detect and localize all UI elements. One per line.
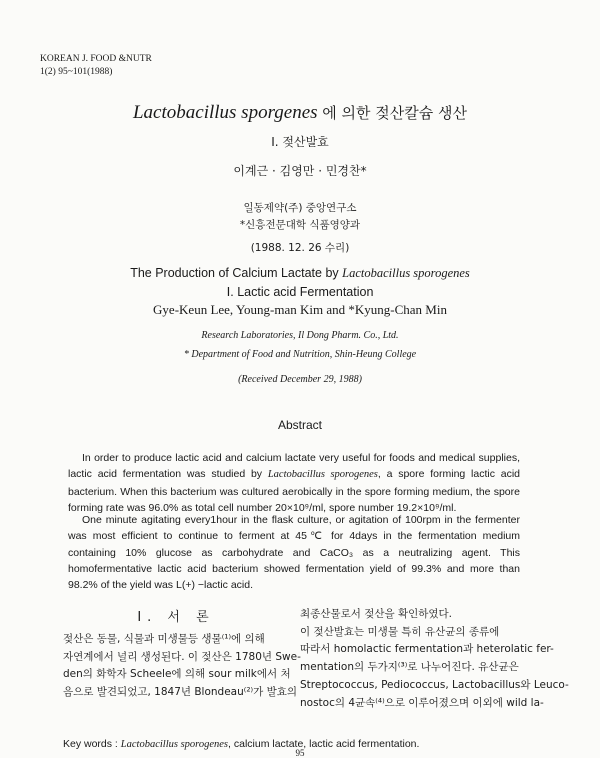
english-received-date: (Received December 29, 1988): [238, 374, 362, 385]
english-affiliation-2: * Department of Food and Nutrition, Shin-Heung College: [183, 349, 417, 360]
korean-subtitle: Ⅰ. 젖산발효: [271, 135, 329, 149]
journal-volume: 1(2) 95~101(1988): [40, 67, 113, 77]
left-column-line: 음으로 발견되었고, 1847년 Blondeau⁽²⁾가 발효의: [63, 686, 298, 699]
korean-title-latin: Lactobacillus sporgenes: [132, 102, 318, 123]
korean-title: [0, 102, 600, 124]
journal-name: KOREAN J. FOOD &NUTR: [40, 54, 152, 64]
english-subtitle: Ⅰ. Lactic acid Fermentation: [226, 285, 374, 299]
left-column-line: 젖산은 동물, 식물과 미생물등 생물⁽¹⁾에 의해: [63, 633, 265, 645]
korean-title-text: 에 의한 젖산칼슘 생산: [322, 104, 467, 122]
english-authors: Gye-Keun Lee, Young-man Kim and *Kyung-Chan Min: [153, 302, 447, 317]
keywords-italic: Lactobacillus sporogenes: [120, 739, 229, 750]
keywords-rest: , calcium lactate, lactic acid fermentation.: [228, 738, 420, 750]
abstract-p1-text-b: , a spore forming lactic acid bacterium. When this bacterium was cultured aerobically in the spore forming medium, the spore forming rate was 96.0% as total cell number 20×10⁹/ml, spore number 19.2×10⁹/ml.: [68, 468, 520, 514]
english-affiliation-1: Research Laboratories, Il Dong Pharm. Co., Ltd.: [201, 330, 399, 341]
abstract-p1-italic: Lactobacillus sporogenes: [267, 469, 378, 481]
section-heading-introduction: Ⅰ. 서 론: [137, 610, 215, 625]
left-column-line: den의 화학자 Scheele에 의해 sour milk에서 처: [63, 668, 291, 681]
abstract-p1-text-a: In order to produce lactic acid and calcium lactate very useful for foods and medical supplies, lactic acid fermentation was studied by: [68, 452, 520, 481]
english-title: [0, 266, 600, 281]
korean-affiliations: [0, 200, 600, 234]
right-column-line: nostoc의 4균속⁽⁴⁾으로 이루어졌으며 이외에 wild la-: [300, 696, 544, 709]
page-number: 95: [295, 748, 305, 758]
abstract-heading: Abstract: [277, 418, 322, 432]
body-left-column: [63, 631, 301, 702]
right-column-line: 따라서 homolactic fermentation과 heterolatic fer-: [300, 643, 554, 656]
english-title-italic: Lactobacillus sporogenes: [342, 266, 470, 280]
journal-citation: [40, 53, 152, 79]
right-column-line: mentation의 두가지⁽³⁾로 나누어진다. 유산균은: [300, 661, 519, 674]
korean-received-date: (1988. 12. 26 수리): [250, 242, 350, 254]
keywords-label: Key words :: [63, 738, 121, 750]
left-column-line: 자연계에서 널리 생성된다. 이 젖산은 1780년 Swe-: [63, 650, 301, 663]
english-title-prefix: The Production of Calcium Lactate by: [130, 266, 343, 280]
right-column-line: 이 젖산발효는 미생물 특히 유산균의 종류에: [300, 625, 500, 638]
korean-authors: 이계근 · 김영만 · 민경찬*: [233, 164, 367, 178]
body-right-column: [300, 606, 569, 712]
korean-affiliation-1: 일동제약(주) 중앙연구소: [243, 202, 357, 214]
right-column-line: Streptococcus, Pediococcus, Lactobacillus와 Leuco-: [300, 678, 569, 691]
abstract-paragraph-2: One minute agitating every1hour in the flask culture, or agitation of 100rpm in the fermenter was most efficient to continue to ferment at 45℃ for 4days in the fermentation medium containing 10% glucose as carbohydrate and CaCO₃ as a neutralizing agent. This homofermentative lactic acid bacterium showed fermentation yield of 99.3% and more than 98.2% of the yield was L(+) −lactic acid.: [68, 514, 520, 592]
korean-affiliation-2: *신흥전문대학 식품영양과: [239, 219, 361, 231]
right-column-line: 최종산물로서 젖산을 확인하였다.: [300, 608, 453, 620]
abstract-paragraph-1: [68, 450, 520, 516]
